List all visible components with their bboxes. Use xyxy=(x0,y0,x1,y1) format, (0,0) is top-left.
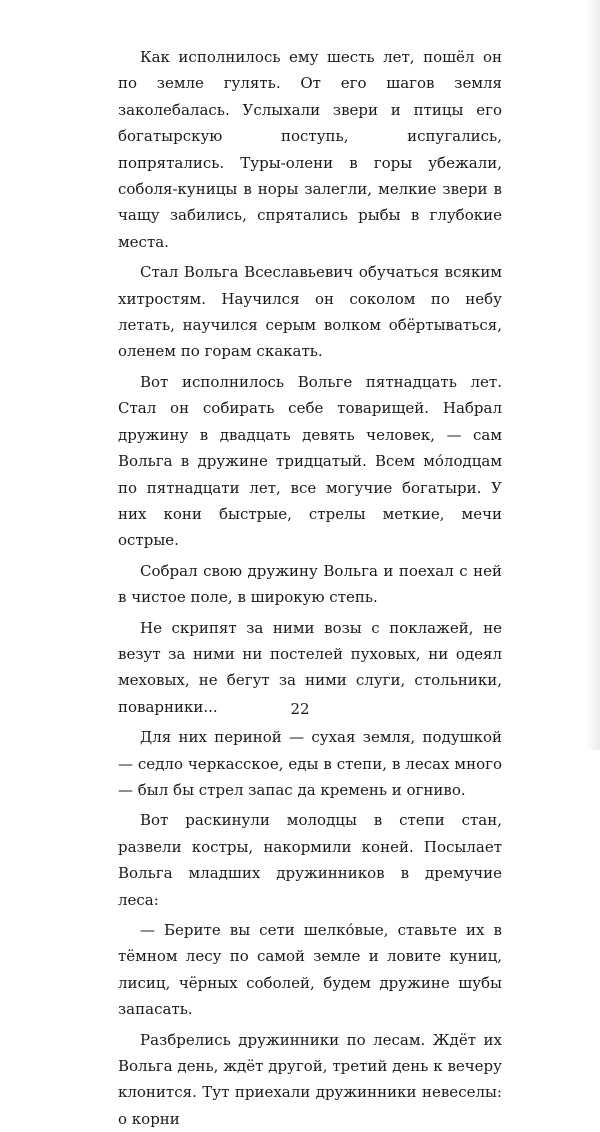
paragraph-3: Вот исполнилось Вольге пятнадцать лет. Стал он собирать себе товарищей. Набрал дружину в двадцать девять человек, — сам Вольга в дружине тридцатый. Всем мо́лодцам по пятнадцати лет, все могучие богатыри. У них кони быстрые, стрелы меткие, мечи острые. xyxy=(118,372,502,550)
paragraph-1: Как исполнилось ему шесть лет, пошёл он по земле гулять. От его шагов земля заколебалась. Услыхали звери и птицы его богатырскую поступь, испугались, попрятались. Туры-олени в горы убежали, соболя-куницы в норы залегли, мелкие звери в чащу забились, спрятались рыбы в глубокие места. xyxy=(118,48,502,251)
paragraph-6: Для них периной — сухая земля, подушкой — седло черкасское, еды в степи, в лесах много — был бы стрел запас да кремень и огниво. xyxy=(118,728,502,799)
body-text xyxy=(118,44,502,1132)
paragraph-2: Стал Вольга Всеславьевич обучаться всяким хитростям. Научился он соколом по небу летать, научился серым волком обёртываться, оленем по горам скакать. xyxy=(118,263,502,361)
paragraph-8: — Берите вы сети шелко́вые, ставьте их в тёмном лесу по самой земле и ловите куниц, лисиц, чёрных соболей, будем дружине шубы запасать. xyxy=(118,921,502,1019)
paragraph-4: Собрал свою дружину Вольга и поехал с ней в чистое поле, в широкую степь. xyxy=(118,561,502,607)
page-number: 22 xyxy=(290,700,310,718)
page-edge-shadow xyxy=(586,0,600,750)
paragraph-7: Вот раскинули молодцы в степи стан, развели костры, накормили коней. Посылает Вольга младших дружинников в дремучие леса: xyxy=(118,811,502,909)
paragraph-9: Разбрелись дружинники по лесам. Ждёт их Вольга день, ждёт другой, третий день к вечеру клонится. Тут приехали дружинники невеселы: о корни xyxy=(118,1030,502,1128)
paragraph-5: Не скрипят за ними возы с поклажей, не везут за ними ни постелей пуховых, ни одеял меховых, не бегут за ними слуги, стольники, поварники... xyxy=(118,618,502,716)
